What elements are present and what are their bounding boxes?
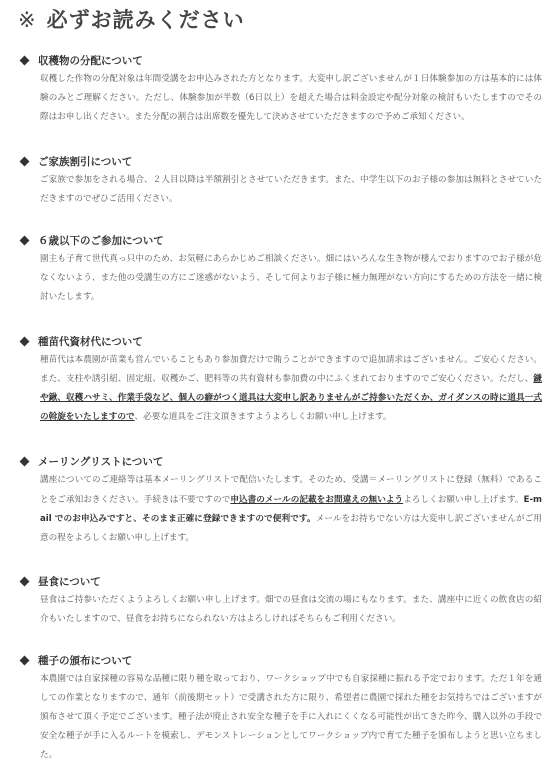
section-lunch [18,573,542,629]
section-family-discount [18,153,542,209]
diamond-bullet-icon [20,336,30,346]
body-text: 講座についてのご連絡等は基本メーリングリストで配信いたします。そのため、受講＝メーリングリストに登録（無料）であることをご承知おきください。手続きは不要ですので [40,475,542,505]
section-body [40,471,542,548]
section-heading [18,232,542,249]
section-heading-text: ご家族割引について [38,155,133,168]
notice-sections [18,52,542,766]
diamond-bullet-icon [20,655,30,665]
diamond-bullet-icon [20,457,30,467]
section-body: 収穫した作物の分配対象は年間受講をお申込みされた方となります。大変申し訳ございませんが１日体験参加の方は基本的には体験のみとご理解ください。ただし、体験参加が半数（6日以上）を超えた場合は料金設定や配分対象の検討もいたしますのでその際はお申し出ください。また分配の割合は出席数を優先して決めさせていただきますので予めご承知ください。 [40,74,542,123]
section-children-participation [18,232,542,308]
page-title [18,0,542,40]
section-heading-text: メーリングリストについて [38,456,164,469]
section-heading-text: 収穫物の分配について [38,55,143,67]
section-seed-material-cost [18,333,542,428]
body-text: よろしくお願い申し上げます。 [403,494,524,505]
section-heading [18,52,542,69]
section-seed-distribution [18,652,542,766]
section-heading [18,573,542,590]
diamond-bullet-icon [20,56,30,66]
section-harvest-distribution [18,52,542,128]
diamond-bullet-icon [20,577,30,587]
section-heading [18,153,542,170]
section-heading-text: 種子の頒布について [38,654,133,667]
section-body [40,351,542,428]
section-mailing-list [18,453,542,548]
section-heading-text: ６歳以下のご参加について [38,235,164,248]
emphasized-text: E-mail でのお申込みですと、そのまま正確に登録できますので便利です。 [40,494,542,524]
emphasized-text: 申込書のメールの記載をお間違えの無いよう [230,494,404,505]
section-heading [18,453,542,470]
section-body: 昼食はご持参いただくようよろしくお願い申し上げます。畑での昼食は交流の場にもなります。また、講座中に近くの飲食店の紹介もいたしますので、昼食をお持ちになられない方はよろしければそちらもご利用ください。 [40,595,542,625]
section-body: 園主も子育て世代真っ只中のため、お気軽にあらかじめご相談ください。畑にはいろんな生き物が棲んでおりますのでお子様が危なくないよう、また他の受講生の方にご迷惑がないよう、そして何よりお子様に極力無理がない方向にするための方法を一緒に検討いたします。 [40,254,542,303]
diamond-bullet-icon [20,236,30,246]
emphasized-text: 鎌や鍬、収穫ハサミ、作業手袋など、個人の癖がつく道具は大変申し訳ありませんがご持参いただくか、ガイダンスの時に道具一式の斡旋をいたしますので [40,373,542,423]
section-body: 本農園では自家採種の容易な品種に限り種を取っており、ワークショップ中でも自家採種に振れる予定でおります。ただ１年を通しての作業となりますので、通年（前後期セット）で受講された方に限り、希望者に農園で採れた種をお気持ちではございますが頒布させて頂く予定でございます。種子法が廃止され安全な種子を手に入れにくくなる可能性が出てきた昨今、購入以外の手段で安全な種子が手に入るルートを模索し、デモンストレーションとしてワークショップ内で育てた種子を頒布しようと思い立ちました。 [40,673,542,761]
body-text: 種苗代は本農園が苗業も営んでいることもあり参加費だけで賄うことができますので追加請求はございません。ご安心ください。また、支柱や誘引紐、固定紐、収穫かご、肥料等の共有資材も参加費の中にふくまれておりますのでご安心ください。ただし、 [40,354,542,384]
section-heading [18,333,542,350]
section-heading [18,652,542,669]
page-title-text: 必ずお読みください [46,8,245,32]
diamond-bullet-icon [20,156,30,166]
section-body: ご家族で参加をされる場合、２人目以降は半額割引とさせていただきます。また、中学生以下のお子様の参加は無料とさせていただきますのでぜひご活用ください。 [40,174,542,204]
section-heading-text: 昼食について [38,576,101,589]
body-text: メールをお持ちでない方は大変申し訳ございませんがご用意の程をよろしくお願い申し上げます。 [40,513,542,544]
body-text: 、必要な道具をご注文頂きますようよろしくお願い申し上げます。 [134,412,392,423]
section-heading-text: 種苗代資材代について [38,335,143,348]
reference-mark: ※ [18,8,37,32]
